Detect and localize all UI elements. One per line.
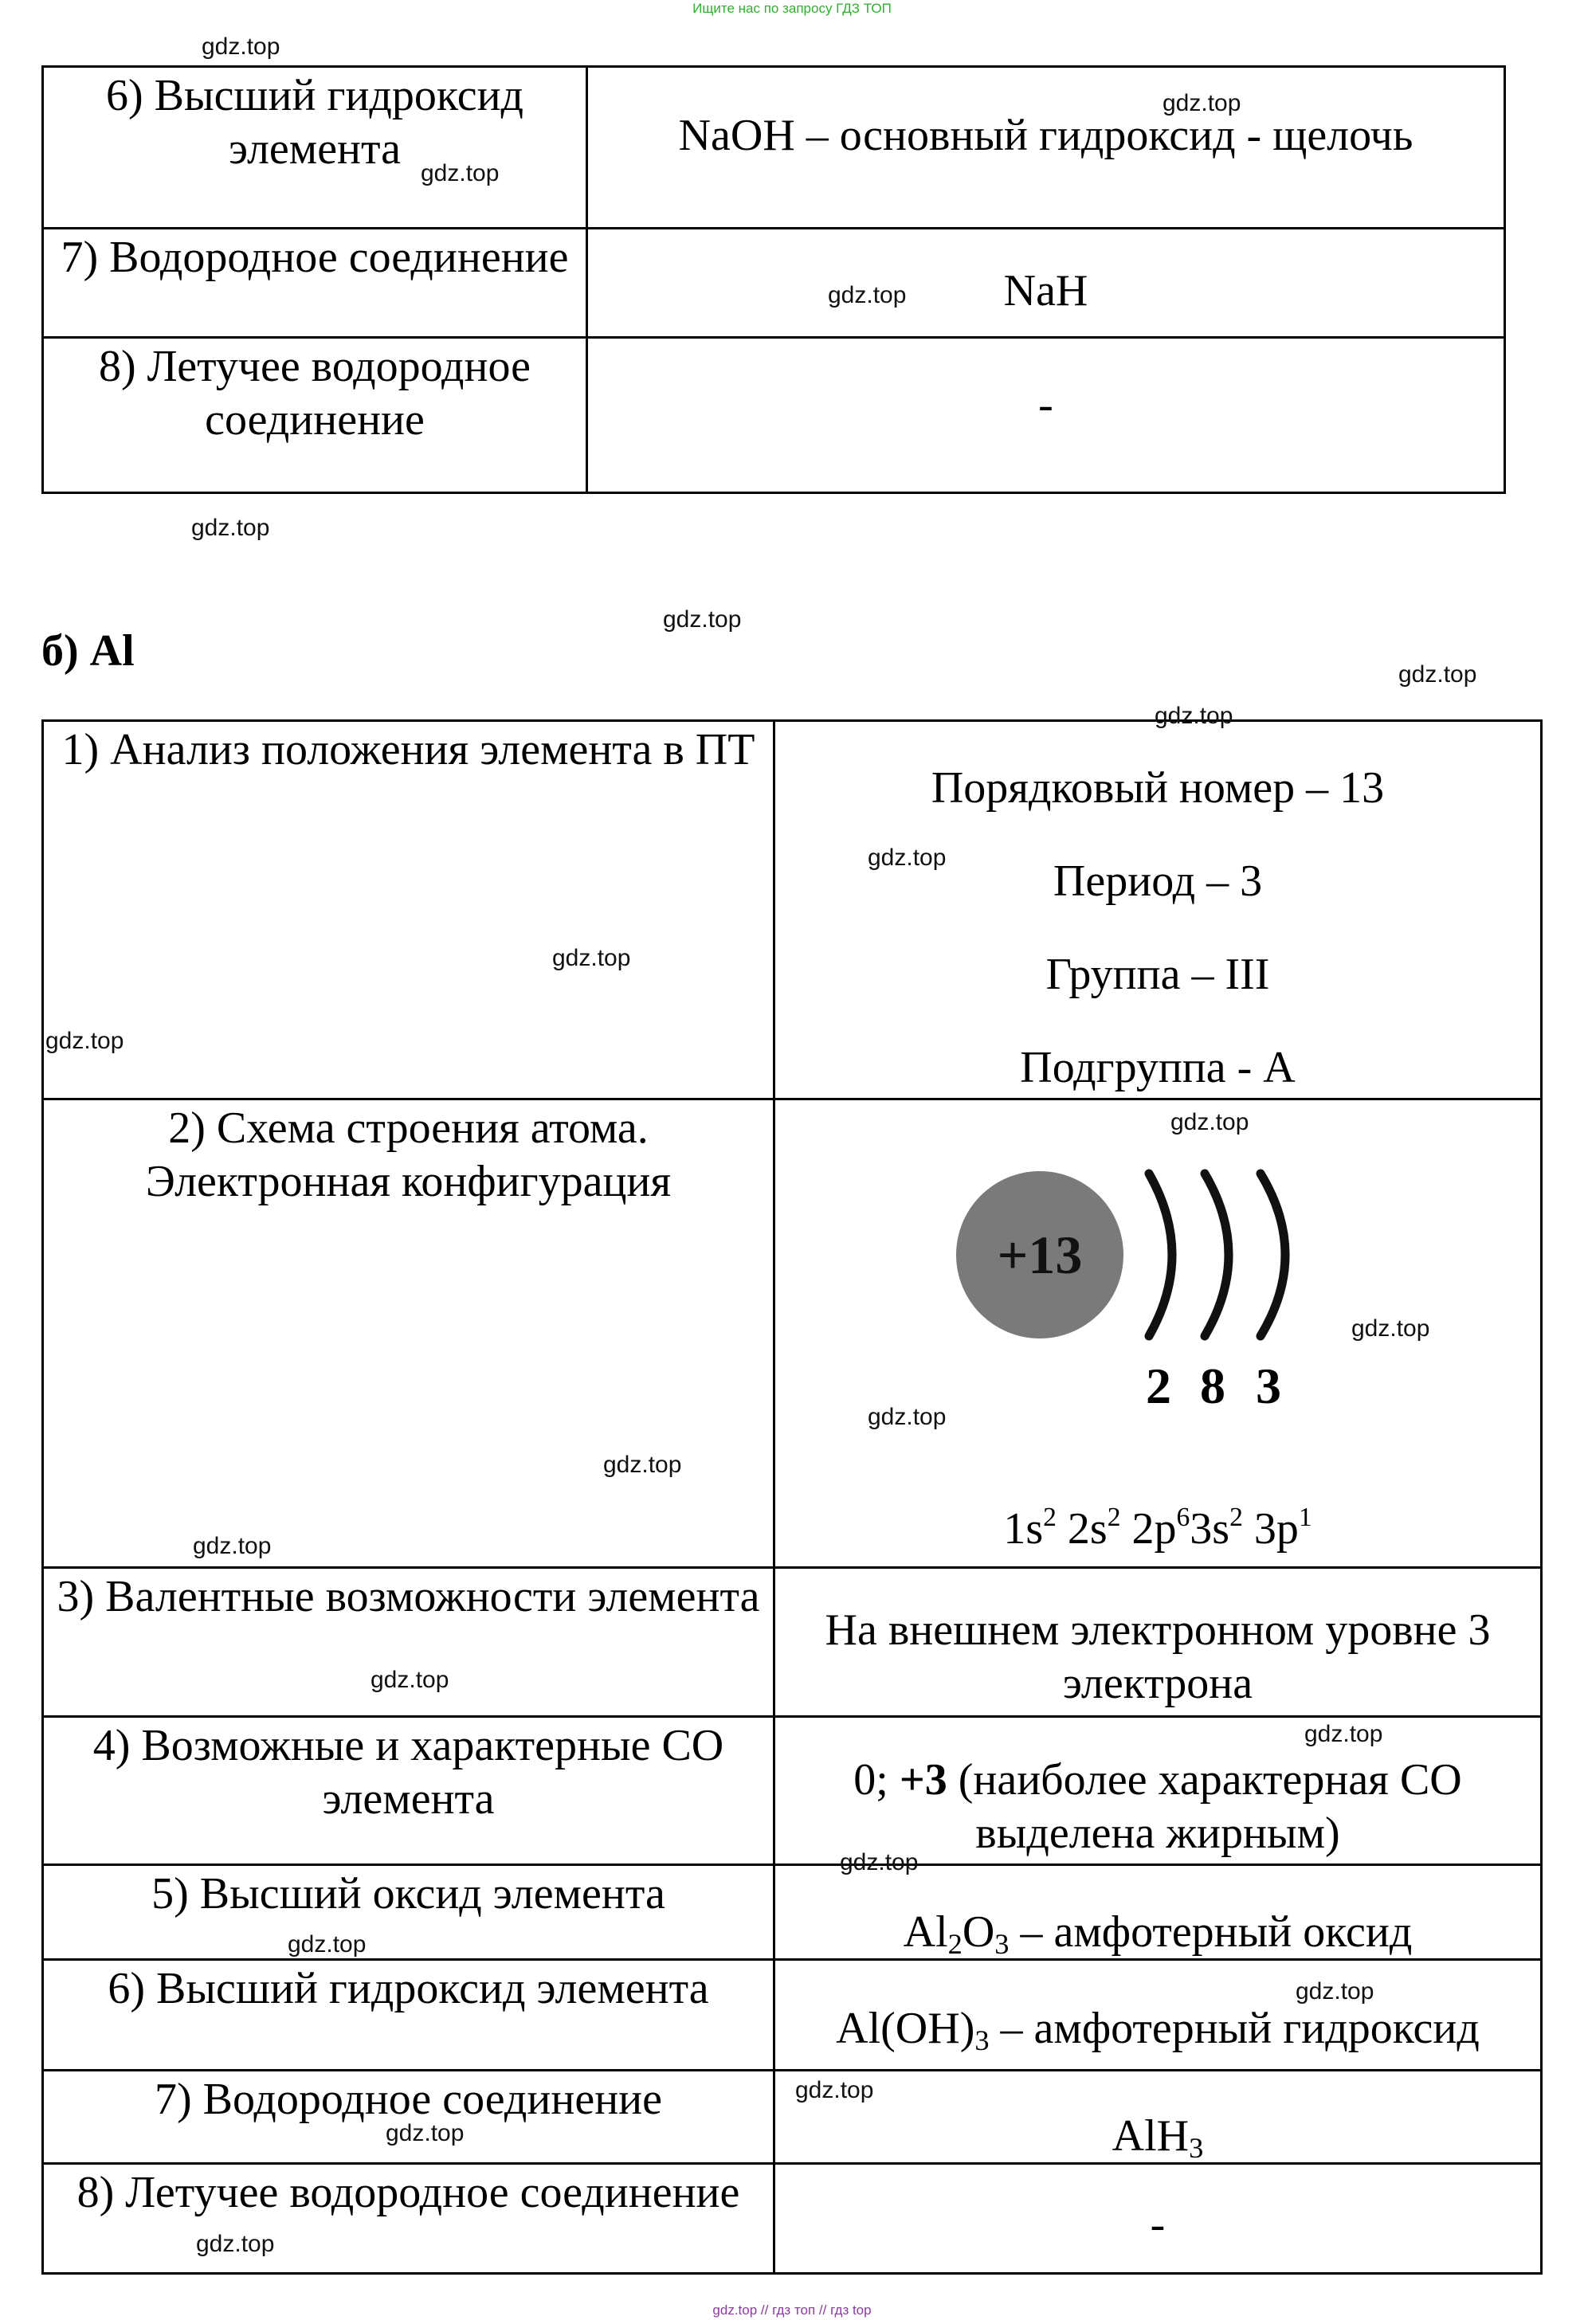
table-row [44,1566,1540,1715]
watermark: gdz.top [45,1028,124,1054]
table-row [44,1864,1540,1961]
watermark: gdz.top [795,2077,874,2103]
watermark: gdz.top [1296,1978,1374,2005]
row-value: NaOH – основный гидроксид - щелочь [678,111,1413,160]
watermark: gdz.top [191,515,270,541]
row-label: 8) Летучее водородное соединение [98,342,531,445]
watermark: gdz.top [202,33,280,60]
watermark: gdz.top [663,606,742,633]
row-value: - [1038,380,1053,429]
watermark: gdz.top [386,2120,465,2146]
shell-arc-1 [1149,1174,1172,1336]
footer: gdz.top // гдз топ // гдз top [712,2302,872,2318]
row-value: $Al(OH)_3$ – амфотерный гидроксид [836,2004,1480,2057]
watermark: gdz.top [288,1931,367,1958]
row-label: 8) Летучее водородное соединение [76,2168,740,2217]
group: Группа – III [1045,950,1270,999]
shell-count-3: 3 [1256,1358,1281,1414]
table-row [44,1958,1540,2069]
table-row [44,2069,1540,2165]
config-term: $2p^6$ [1131,1503,1190,1554]
electron-shells [1139,1159,1370,1350]
watermark: gdz.top [1398,661,1477,688]
watermark: gdz.top [603,1452,682,1478]
period: Период – 3 [1053,856,1263,906]
table-row [44,336,1504,494]
watermark: gdz.top [196,2231,275,2257]
table-na [41,65,1506,494]
watermark: gdz.top [1170,1109,1249,1135]
row-label: 1) Анализ положения элемента в ПТ [61,725,755,774]
row-value: $Al_2O_3$ – амфотерный оксид [903,1907,1413,1961]
shell-count-1: 2 [1146,1358,1171,1414]
row-label: 2) Схема строения атома. Электронная конфигурация [145,1103,672,1206]
row-label: 6) Высший гидроксид элемента [108,1964,709,2013]
table-row [44,227,1504,336]
shell-count-2: 8 [1200,1358,1225,1414]
watermark: gdz.top [1163,90,1241,116]
table-row [44,722,1540,1098]
watermark: gdz.top [552,945,631,971]
row-label: 6) Высший гидроксид элемента [105,71,524,174]
shell-arc-2 [1205,1174,1229,1336]
table-al [41,719,1543,2275]
row-label: 7) Водородное соединение [155,2075,662,2124]
config-term: $3s^2$ [1190,1503,1243,1554]
watermark: gdz.top [421,160,500,186]
watermark: gdz.top [1351,1315,1430,1342]
row-label: 7) Водородное соединение [61,233,569,282]
config-term: $3p^1$ [1253,1503,1312,1554]
watermark: gdz.top [193,1533,272,1559]
row-value: На внешнем электронном уровне 3 электрона [825,1605,1491,1708]
watermark: gdz.top [868,845,947,871]
watermark: gdz.top [840,1849,919,1875]
row-label: 4) Возможные и характерные СО элемента [92,1721,724,1824]
watermark: gdz.top [1304,1721,1383,1747]
config-term: $1s^2$ [1003,1503,1057,1554]
nucleus: +13 [956,1171,1123,1338]
row-value: NaH [1003,266,1088,315]
electron-configuration [775,1503,1540,1556]
watermark: gdz.top [868,1404,947,1430]
table-row [44,68,1504,227]
shell-arc-3 [1261,1174,1285,1336]
search-hint: Ищите нас по запросу ГДЗ ТОП [692,1,892,16]
row-label: 5) Высший оксид элемента [151,1869,665,1918]
section-heading: б) Al [41,626,135,676]
row-value: - [1150,2200,1166,2249]
watermark: gdz.top [828,282,907,308]
watermark: gdz.top [1155,703,1233,729]
atomic-number: Порядковый номер – 13 [931,763,1385,813]
row-value: AlH$_3$ [1112,2111,1204,2165]
config-term: $2s^2$ [1067,1503,1121,1554]
atom-diagram [956,1159,1370,1414]
row-label: 3) Валентные возможности элемента [57,1572,760,1621]
watermark: gdz.top [371,1667,449,1693]
row-value: 0; +3 (наиболее характерная СО выделена жирным) [853,1755,1462,1858]
subgroup: Подгруппа - А [1020,1043,1296,1092]
